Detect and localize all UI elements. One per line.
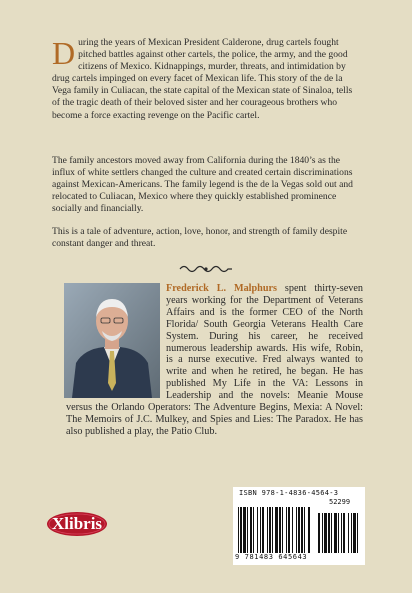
blurb-paragraph-1-text: uring the years of Mexican President Calderone, drug cartels fought pitched battles against other cartels, the police, the army, and the good citizens of Mexico. Kidnappings, murder, threats, and intimidation by drug cartels impinged on every facet of Mexican life. This story of the de la Vega family in Culiacan, the state capital of the Mexican state of Sinaloa, tells of the tragic death of their beloved sister and her courageous brothers who become a force exacting revenge on the Pacific cartel.: [52, 37, 353, 121]
isbn-label: ISBN 978-1-4836-4564-3: [239, 489, 339, 497]
blurb-paragraph-1: [52, 37, 362, 122]
author-name: Frederick L. Malphurs: [166, 283, 277, 294]
publisher-logo: [47, 512, 107, 536]
author-bio: [66, 283, 363, 438]
drop-cap: D: [52, 35, 76, 71]
ornament-divider-icon: [178, 262, 234, 276]
publisher-logo-text: Xlibris: [51, 514, 103, 533]
price-code: 52299: [329, 498, 351, 506]
isbn-barcode: [233, 487, 365, 565]
blurb-paragraph-3: This is a tale of adventure, action, love, honor, and strength of family despite constant danger and threat.: [52, 226, 348, 250]
author-bio-text: spent thirty-seven years working for the Department of Veterans Affairs and is the former CEO of the North Florida/ South Georgia Veterans Health Care System. During his career, he received numerous leadership awards. His wife, Robin, is a nurse executive. Fred always wanted to write and when he retired, he began. He has published My Life in the VA: Lessons in Leadership and the novels: Meanie Mouse versus the Orlando Operators: The Adventure Begins, Mexia: A Novel: The Memoirs of J.C. Mulkey, and Spies and Lies: The Paradox. He has also published a play, the Patio Club.: [66, 283, 363, 437]
barcode-bars: [238, 507, 360, 553]
blurb-paragraph-2: The family ancestors moved away from California during the 1840’s as the influx of white settlers changed the culture and created certain discriminations against Mexican-Americans. The family legend is the de la Vegas sold out and relocated to Culiacan, Mexico where they quickly established prominence socially and financially.: [52, 155, 353, 215]
barcode-number: 9 781483 645643: [235, 553, 308, 561]
